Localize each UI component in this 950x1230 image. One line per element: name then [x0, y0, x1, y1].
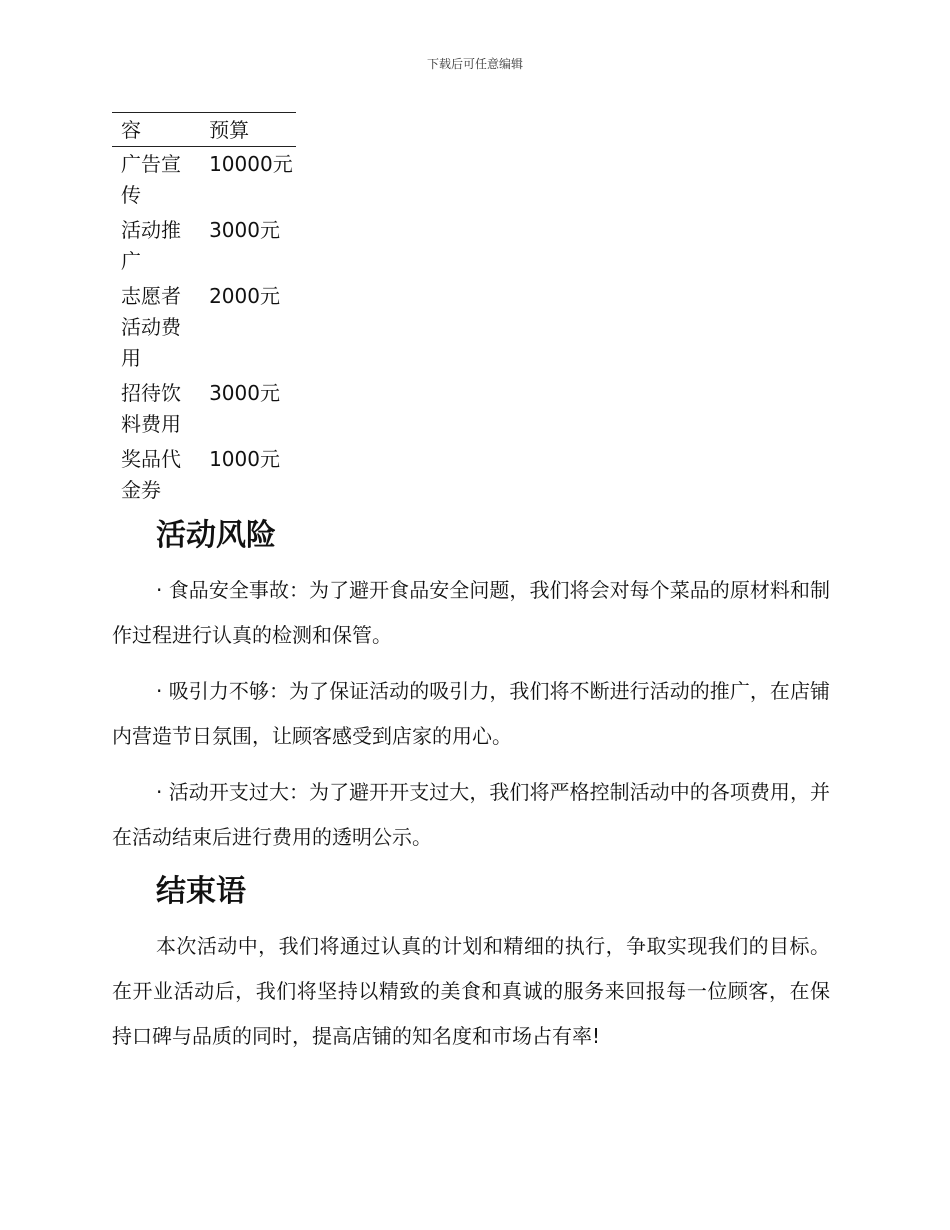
row-item: 招待饮料费用: [121, 381, 181, 436]
row-amount: 10000元: [209, 152, 293, 176]
table-row: [112, 376, 296, 442]
row-amount: 1000元: [209, 447, 280, 471]
row-amount: 3000元: [209, 381, 280, 405]
section-heading-conclusion: 结束语: [156, 874, 246, 909]
column-header-budget: 预算: [200, 113, 296, 147]
row-item: 志愿者活动费用: [121, 284, 181, 370]
header-note: 下载后可任意编辑: [426, 57, 523, 71]
row-item: 奖品代金券: [121, 447, 181, 502]
conclusion-paragraph: 本次活动中，我们将通过认真的计划和精细的执行，争取实现我们的目标。在开业活动后，我们将坚持以精致的美食和真诚的服务来回报每一位顾客，在保持口碑与品质的同时，提高店铺的知名度和市场占有率!: [112, 934, 830, 1048]
risk-item-expense: · 活动开支过大：为了避开开支过大，我们将严格控制活动中的各项费用，并在活动结束后进行费用的透明公示。: [112, 780, 830, 849]
table-row: [112, 279, 296, 376]
row-amount: 2000元: [209, 284, 280, 308]
row-item: 广告宣传: [121, 152, 181, 207]
risk-item-attraction: · 吸引力不够：为了保证活动的吸引力，我们将不断进行活动的推广，在店铺内营造节日氛围，让顾客感受到店家的用心。: [112, 679, 830, 748]
section-heading-risks: 活动风险: [156, 518, 276, 553]
column-header-item: 容: [112, 113, 200, 147]
budget-table: [112, 112, 296, 508]
document-body: [112, 518, 830, 1059]
table-row: [112, 147, 296, 214]
table-row: [112, 442, 296, 508]
row-amount: 3000元: [209, 218, 280, 242]
table-header-row: [112, 113, 296, 147]
table-row: [112, 213, 296, 279]
risk-item-food-safety: · 食品安全事故：为了避开食品安全问题，我们将会对每个菜品的原材料和制作过程进行认真的检测和保管。: [112, 578, 830, 647]
row-item: 活动推广: [121, 218, 181, 273]
